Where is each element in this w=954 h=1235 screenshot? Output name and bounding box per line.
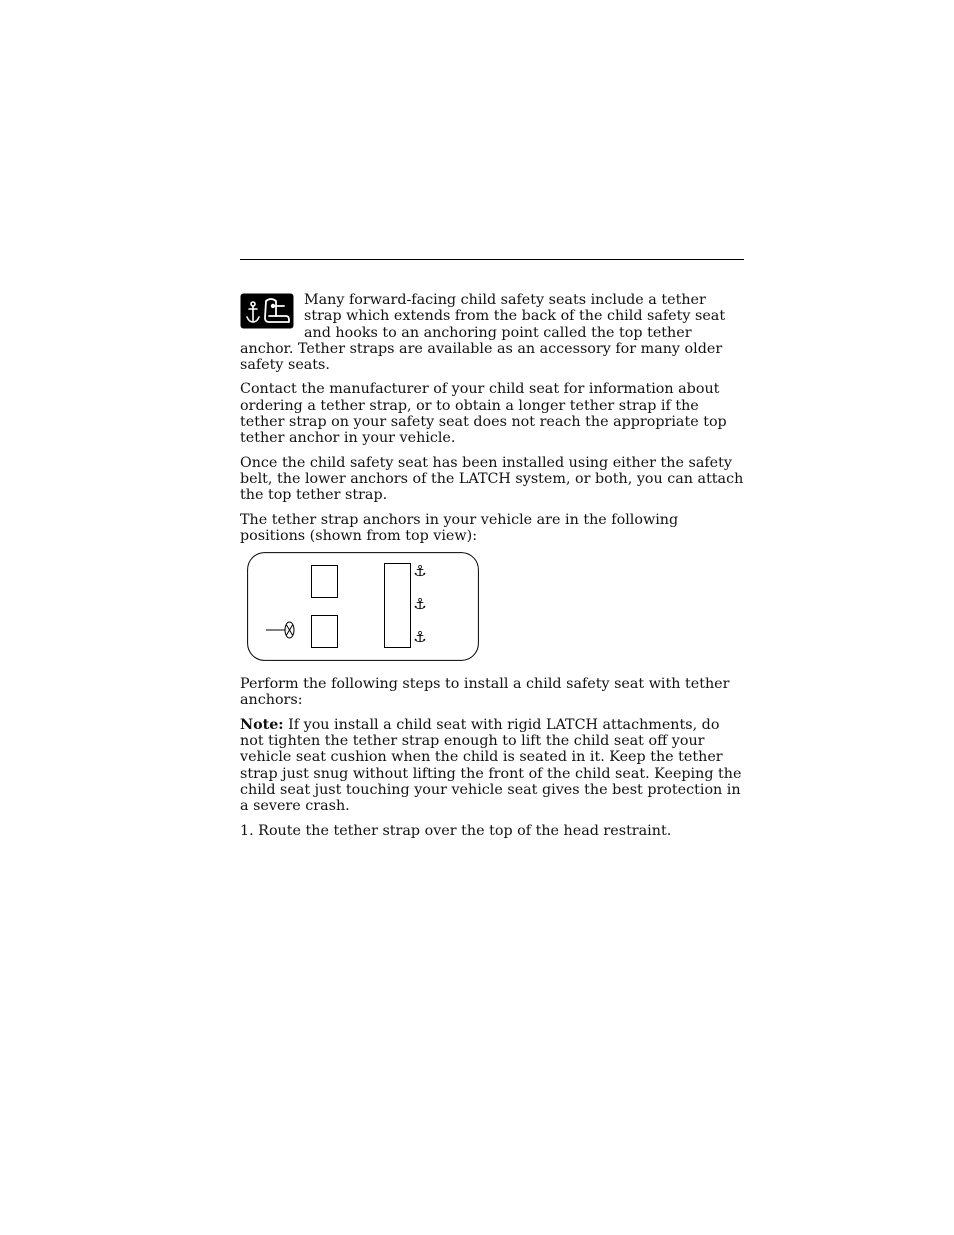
front-seat-driver	[312, 616, 338, 648]
anchor-icon: ⚓	[413, 595, 427, 614]
steering-wheel-icon	[266, 622, 294, 638]
rear-bench-seat	[385, 564, 411, 648]
perform-steps-paragraph: Perform the following steps to install a child safety seat with tether anchors:	[240, 676, 730, 709]
header-rule	[240, 259, 744, 260]
intro-paragraph: Many forward-facing child safety seats include a tether strap which extends from the back of the child safety seat and hooks to an anchoring point called the top tether anchor. Tether straps are available as an accessory for many older safety seats.	[240, 292, 726, 374]
front-seat-passenger	[312, 566, 338, 598]
child-seat-tether-anchor-icon	[240, 293, 294, 329]
anchor-icon: ⚓	[413, 562, 427, 581]
contact-paragraph: Contact the manufacturer of your child seat for information about ordering a tether strap, or to obtain a longer tether strap if the tether strap on your safety seat does not reach the appropriate top tether anchor in your vehicle.	[240, 381, 727, 447]
page-content	[240, 292, 744, 847]
note-paragraph	[240, 717, 744, 815]
anchor-icon: ⚓	[413, 628, 427, 647]
vehicle-outline	[248, 553, 479, 661]
note-text: If you install a child seat with rigid LATCH attachments, do not tighten the tether strap enough to lift the child seat off your vehicle seat cushion when the child is seated in it. Keep the tether strap just snug without lifting the front of the child seat. Keeping the child seat just touching your vehicle seat gives the best protection in a severe crash.	[240, 716, 742, 815]
anchor-positions-paragraph: The tether strap anchors in your vehicle are in the following positions (shown from top view):	[240, 511, 679, 544]
installed-paragraph: Once the child safety seat has been installed using either the safety belt, the lower anchors of the LATCH system, or both, you can attach the top tether strap.	[240, 454, 744, 504]
note-label: Note:	[240, 716, 284, 733]
step-1: 1. Route the tether strap over the top of the head restraint.	[240, 822, 672, 839]
tether-anchor-diagram	[247, 552, 479, 662]
